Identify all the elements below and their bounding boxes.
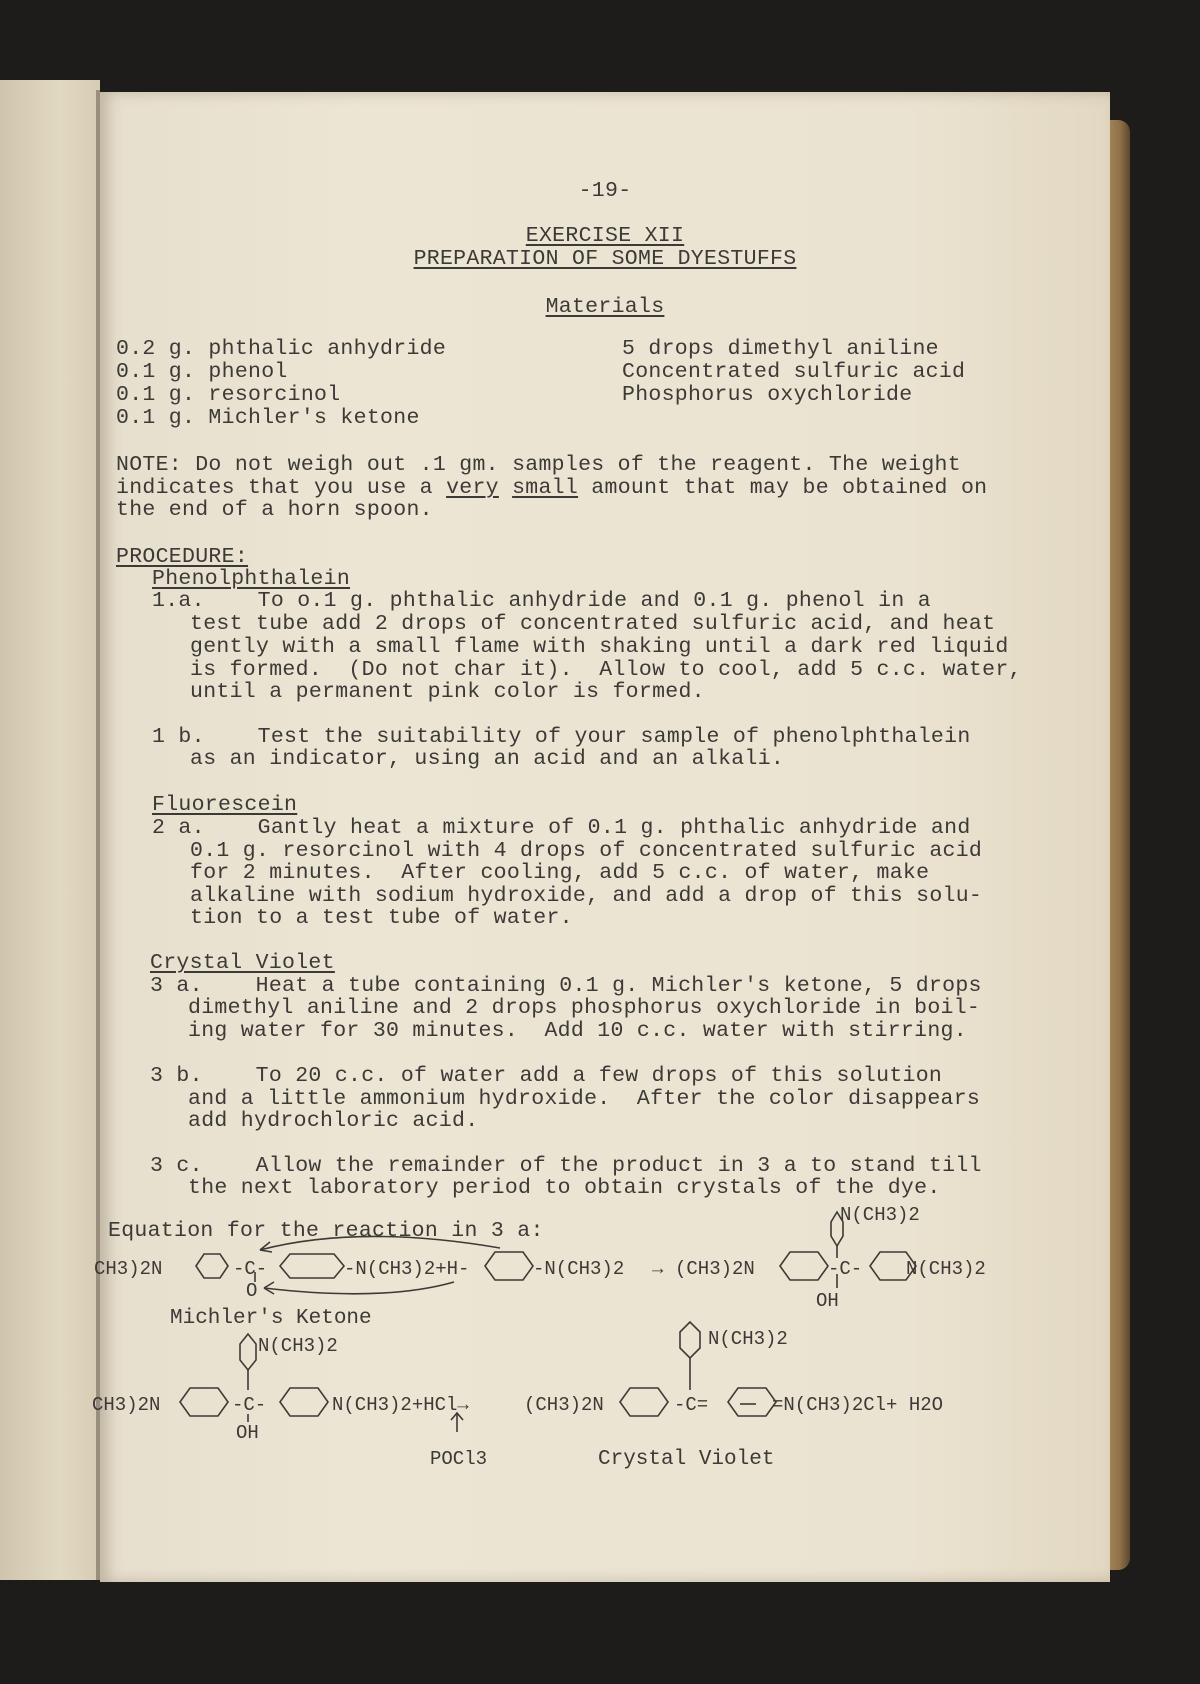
material-item: 0.2 g. phthalic anhydride xyxy=(116,337,447,361)
eq-text: N(CH3)2 xyxy=(906,1258,986,1280)
step-line: the next laboratory period to obtain crystals of the dye. xyxy=(188,1176,941,1200)
eq-text: -C- xyxy=(232,1394,267,1416)
eq-text: OH xyxy=(816,1290,839,1312)
eq-text: OH xyxy=(236,1422,259,1444)
note-emphasis-small: small xyxy=(512,476,579,500)
step-line: as an indicator, using an acid and an alkali. xyxy=(190,747,785,771)
eq-text: -N(CH3)2 xyxy=(533,1258,625,1280)
eq-text: CH3)2N xyxy=(94,1258,163,1280)
section-heading-phenolphthalein: Phenolphthalein xyxy=(152,567,351,591)
step-line: ing water for 30 minutes. Add 10 c.c. water with stirring. xyxy=(188,1019,967,1043)
eq-text: → xyxy=(652,1258,664,1280)
equation-label: Equation for the reaction in 3 a: xyxy=(108,1219,544,1243)
step-line: 1.a. To o.1 g. phthalic anhydride and 0.1 g. phenol in a xyxy=(152,589,931,613)
exercise-number: EXERCISE XII xyxy=(525,224,685,248)
eq-text: N(CH3)2 xyxy=(840,1204,920,1226)
step-line: until a permanent pink color is formed. xyxy=(190,680,705,704)
step-line: is formed. (Do not char it). Allow to cool, add 5 c.c. water, xyxy=(190,658,1022,682)
step-line: 3 c. Allow the remainder of the product in 3 a to stand till xyxy=(150,1154,982,1178)
materials-heading: Materials xyxy=(545,295,665,319)
step-line: alkaline with sodium hydroxide, and add a drop of this solu- xyxy=(190,884,983,908)
step-line: test tube add 2 drops of concentrated sulfuric acid, and heat xyxy=(190,612,996,636)
eq-text: -C= xyxy=(674,1394,709,1416)
step-line: gently with a small flame with shaking until a dark red liquid xyxy=(190,635,1009,659)
eq-text: O xyxy=(246,1280,258,1302)
document-page xyxy=(92,92,1110,1582)
step-line: 1 b. Test the suitability of your sample of phenolphthalein xyxy=(152,725,971,749)
material-item: Phosphorus oxychloride xyxy=(622,383,913,407)
procedure-heading: PROCEDURE: xyxy=(116,545,249,569)
eq-text: =N(CH3)2Cl+ H2O xyxy=(772,1394,944,1416)
eq-text: -N(CH3)2+H- xyxy=(344,1258,470,1280)
benzene-ring xyxy=(280,1388,328,1416)
eq-text: N(CH3)2 xyxy=(258,1335,338,1357)
step-line: 2 a. Gantly heat a mixture of 0.1 g. phthalic anhydride and xyxy=(152,816,971,840)
eq-text: N(CH3)2+HCl→ xyxy=(332,1394,469,1416)
facing-page-edge xyxy=(0,80,100,1580)
step-line: and a little ammonium hydroxide. After the color disappears xyxy=(188,1087,981,1111)
material-item: 0.1 g. resorcinol xyxy=(116,383,341,407)
benzene-ring xyxy=(620,1388,668,1416)
step-line: tion to a test tube of water. xyxy=(190,906,573,930)
eq-text: -C- xyxy=(233,1258,268,1280)
curved-arrow xyxy=(260,1236,500,1250)
eq-text: CH3)2N xyxy=(92,1394,161,1416)
note-line: the end of a horn spoon. xyxy=(116,498,433,522)
step-line: 3 a. Heat a tube containing 0.1 g. Michler's ketone, 5 drops xyxy=(150,974,982,998)
material-item: 0.1 g. phenol xyxy=(116,360,288,384)
note-emphasis-very: very xyxy=(446,476,499,500)
benzene-ring xyxy=(780,1252,828,1280)
step-line: 0.1 g. resorcinol with 4 drops of concentrated sulfuric acid xyxy=(190,839,983,863)
step-line: for 2 minutes. After cooling, add 5 c.c. of water, make xyxy=(190,861,930,885)
step-line: dimethyl aniline and 2 drops phosphorus oxychloride in boil- xyxy=(188,996,981,1020)
curved-arrow xyxy=(264,1282,454,1294)
section-heading-crystal-violet: Crystal Violet xyxy=(150,951,335,975)
eq-text: (CH3)2N xyxy=(675,1258,755,1280)
page-number: -19- xyxy=(578,179,632,203)
eq-text: N(CH3)2 xyxy=(708,1328,788,1350)
benzene-ring xyxy=(680,1322,700,1358)
exercise-title: PREPARATION OF SOME DYESTUFFS xyxy=(413,247,797,271)
crystal-violet-label: Crystal Violet xyxy=(598,1448,775,1471)
reaction-equations xyxy=(92,92,1110,1582)
benzene-ring xyxy=(280,1254,344,1278)
benzene-ring xyxy=(180,1388,228,1416)
note-line: NOTE: Do not weigh out .1 gm. samples of the reagent. The weight xyxy=(116,453,961,477)
material-item: 0.1 g. Michler's ketone xyxy=(116,406,420,430)
michler-ketone-label: Michler's Ketone xyxy=(170,1307,372,1330)
eq-text: (CH3)2N xyxy=(524,1394,604,1416)
benzene-ring xyxy=(728,1388,776,1416)
material-item: Concentrated sulfuric acid xyxy=(622,360,966,384)
note-text: indicates that you use a xyxy=(116,476,447,500)
material-item: 5 drops dimethyl aniline xyxy=(622,337,939,361)
section-heading-fluorescein: Fluorescein xyxy=(152,793,298,817)
eq-text: POCl3 xyxy=(430,1448,488,1470)
benzene-ring xyxy=(485,1252,533,1280)
benzene-ring xyxy=(196,1254,228,1278)
note-text: amount that may be obtained on xyxy=(578,476,988,500)
benzene-ring xyxy=(240,1334,256,1370)
step-line: 3 b. To 20 c.c. of water add a few drops of this solution xyxy=(150,1064,943,1088)
eq-text: -C- xyxy=(828,1258,863,1280)
step-line: add hydrochloric acid. xyxy=(188,1109,479,1133)
